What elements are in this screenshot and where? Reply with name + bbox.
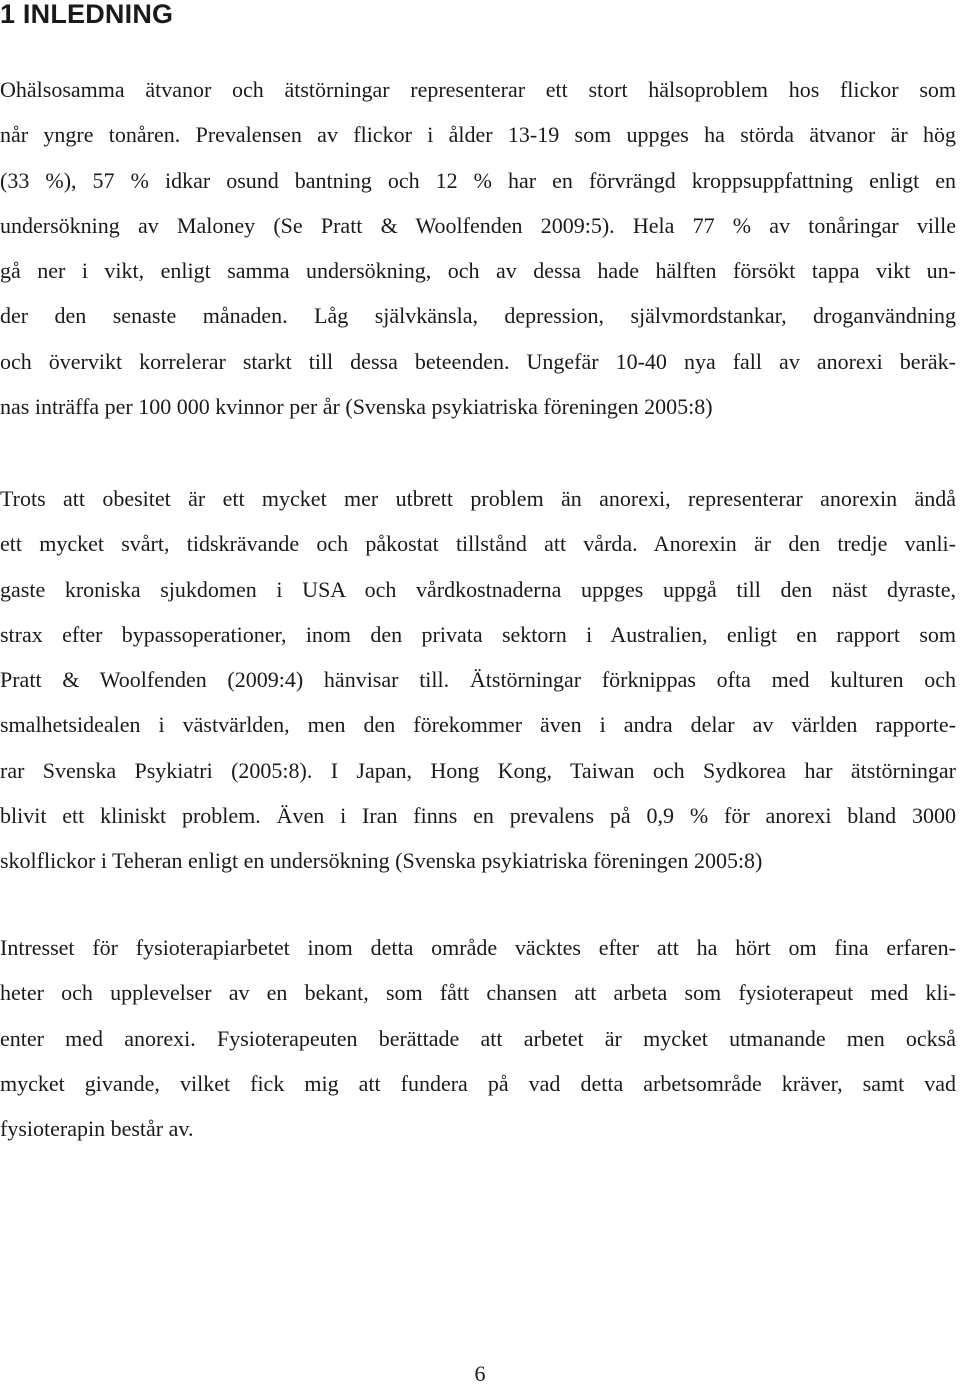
text-line: och övervikt korrelerar starkt till dessa beteenden. Ungefär 10-40 nya fall av anorexi beräk- (0, 348, 956, 374)
text-line: Intresset för fysioterapiarbetet inom detta område väcktes efter att ha hört om fina erfaren- (0, 935, 956, 960)
text-line: smalhetsidealen i västvärlden, men den förekommer även i andra delar av världen rapporte- (0, 712, 956, 738)
text-line: undersökning av Maloney (Se Pratt & Woolfenden 2009:5). Hela 77 % av tonåringar ville (0, 212, 956, 238)
text-line: nas inträffa per 100 000 kvinnor per år (Svenska psykiatriska föreningen 2005:8) (0, 394, 713, 420)
text-line: når yngre tonåren. Prevalensen av flickor i ålder 13-19 som uppges ha störda ätvanor är hög (0, 122, 956, 148)
text-line: Trots att obesitet är ett mycket mer utbrett problem än anorexi, representerar anorexin ändå (0, 486, 956, 511)
paragraph-1 (0, 67, 956, 429)
text-line: gå ner i vikt, enligt samma undersökning, och av dessa hade hälften försökt tappa vikt un- (0, 258, 956, 284)
text-line: rar Svenska Psykiatri (2005:8). I Japan, Hong Kong, Taiwan och Sydkorea har ätstörningar (0, 757, 956, 783)
text-line: mycket givande, vilket fick mig att fundera på vad detta arbetsområde kräver, samt vad (0, 1070, 956, 1096)
section-heading: 1 INLEDNING (0, 0, 174, 29)
text-line: gaste kroniska sjukdomen i USA och vårdkostnaderna uppges uppgå till den näst dyraste, (0, 576, 956, 602)
text-line: fysioterapin består av. (0, 1116, 194, 1142)
text-line: Ohälsosamma ätvanor och ätstörningar representerar ett stort hälsoproblem hos flickor som (0, 77, 956, 102)
text-line: heter och upplevelser av en bekant, som fått chansen att arbeta som fysioterapeut med kli- (0, 980, 956, 1006)
paragraph-2 (0, 476, 956, 884)
text-line: skolflickor i Teheran enligt en undersökning (Svenska psykiatriska föreningen 2005:8) (0, 848, 763, 874)
text-line: strax efter bypassoperationer, inom den privata sektorn i Australien, enligt en rapport som (0, 621, 956, 647)
text-line: der den senaste månaden. Låg självkänsla, depression, självmordstankar, droganvändning (0, 303, 956, 329)
text-line: ett mycket svårt, tidskrävande och påkostat tillstånd att vårda. Anorexin är den tredje vanli- (0, 531, 956, 557)
page-number: 6 (474, 1361, 486, 1386)
text-line: enter med anorexi. Fysioterapeuten berättade att arbetet är mycket utmanande men också (0, 1025, 956, 1051)
text-line: blivit ett kliniskt problem. Även i Iran finns en prevalens på 0,9 % för anorexi bland 3000 (0, 803, 956, 829)
paragraph-3 (0, 925, 956, 1151)
text-line: (33 %), 57 % idkar osund bantning och 12 % har en förvrängd kroppsuppfattning enligt en (0, 167, 956, 193)
text-line: Pratt & Woolfenden (2009:4) hänvisar till. Ätstörningar förknippas ofta med kulturen och (0, 667, 956, 693)
